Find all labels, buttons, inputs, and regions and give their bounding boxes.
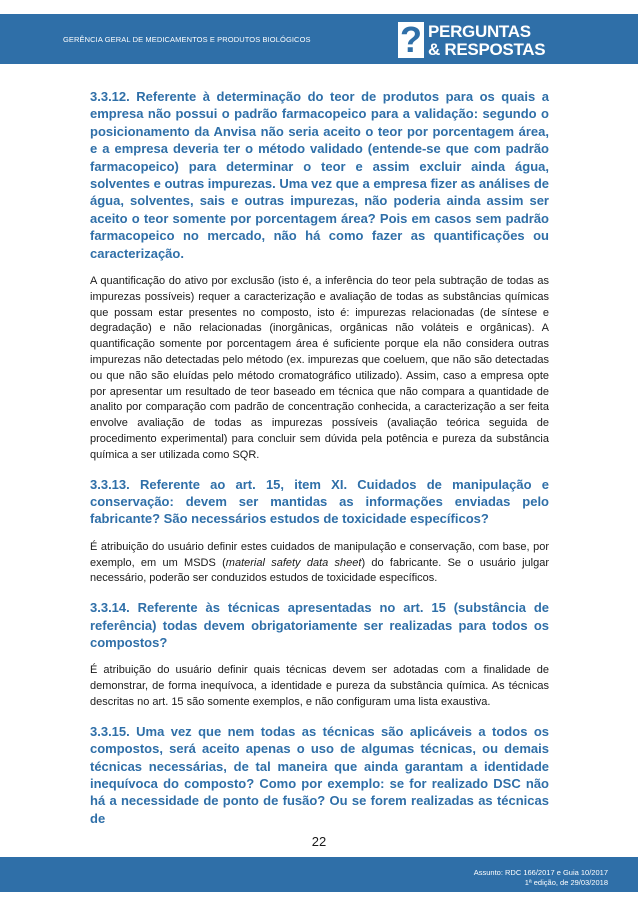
- answer-3-3-14: É atribuição do usuário definir quais técnicas devem ser adotadas com a finalidade de demonstrar, de forma inequívoca, a identidade e pureza da substância química. As técnicas descritas no art. 15 são somente exemplos, e não configuram uma lista exaustiva.: [90, 664, 549, 709]
- logo-line-2: & RESPOSTAS: [428, 40, 546, 59]
- page-number: 22: [311, 834, 327, 849]
- footer-subject: Assunto: RDC 166/2017 e Guia 10/2017: [473, 868, 608, 877]
- question-3-3-15: 3.3.15. Uma vez que nem todas as técnicas são aplicáveis a todos os compostos, será aceito apenas o uso de algumas técnicas, ou demais técnicas necessárias, de tal maneira que ainda garantam a identidade inequívoca do composto? Como por exemplo: se for realizado DSC não há a necessidade de ponto de fusão? Ou se forem realizadas as técnicas de: [90, 723, 549, 826]
- answer-3-3-13-italic: material safety data sheet: [225, 556, 362, 569]
- answer-3-3-13-part-2: ) do fabricante. Se o usuário julgar necessário, poderão ser conduzidos estudos de toxicidade específicos.: [90, 556, 549, 585]
- answer-3-3-13-part-1: É atribuição do usuário definir estes cuidados de manipulação e conservação, com base, por exemplo, em um MSDS (: [90, 540, 549, 569]
- footer-edition: 1ª edição, de 29/03/2018: [524, 878, 608, 887]
- department-title: GERÊNCIA GERAL DE MEDICAMENTOS E PRODUTOS BIOLÓGICOS: [63, 35, 311, 44]
- question-3-3-14: 3.3.14. Referente às técnicas apresentadas no art. 15 (substância de referência) todas devem obrigatoriamente ser realizadas para todos os compostos?: [90, 600, 549, 651]
- answer-3-3-12: A quantificação do ativo por exclusão (isto é, a inferência do teor pela subtração de todas as impurezas possíveis) requer a caracterização e avaliação de todas as substâncias químicas que possam estar presentes no composto, isto é: impurezas relacionadas (de síntese e degradação) e não relacionadas (inorgânicas, orgânicas não voláteis e orgânicas). A quantificação somente por porcentagem área é suficiente porque ela não considera outras impurezas não detectadas pelo método (ex. impurezas que coeluem, que não são detectadas ou que não são eluídas pelo método cromatográfico utilizado). Assim, caso a empresa opte por apresentar um resultado de teor baseado em técnica que não compara a quantidade de analito por comparação com padrão de concentração conhecida, a caracterização a ser feita envolve avaliação de todas as impurezas possíveis (avaliação teórica seguida de procedimento experimental) para concluir sem dúvida pela potência e pureza da substância química a ser utilizada como SQR.: [90, 275, 549, 461]
- answer-3-3-13: [90, 540, 549, 587]
- perguntas-respostas-logo: [398, 19, 558, 62]
- question-3-3-13: 3.3.13. Referente ao art. 15, item XI. Cuidados de manipulação e conservação: devem ser mantidas as informações enviadas pelo fabricante? São necessários estudos de toxicidade específicos?: [90, 476, 549, 527]
- question-3-3-12: 3.3.12. Referente à determinação do teor de produtos para os quais a empresa não possui o padrão farmacopeico para a validação: segundo o posicionamento da Anvisa não seria aceito o teor por porcentagem área, e a empresa deveria ter o método validado (entende-se que com padrão farmacopeico) para determinar o teor e assim excluir ainda água, solventes e outras impurezas. Uma vez que a empresa fizer as análises de água, solventes, sais e outras impurezas, não poderia ainda assim ser aceito o teor somente por porcentagem área? Pois em casos sem padrão farmacopeico no mercado, não há como fazer as quantificações ou caracterização.: [90, 89, 549, 261]
- logo-line-1: PERGUNTAS: [428, 22, 531, 41]
- question-mark-icon: ?: [400, 19, 422, 60]
- document-body: [90, 88, 549, 839]
